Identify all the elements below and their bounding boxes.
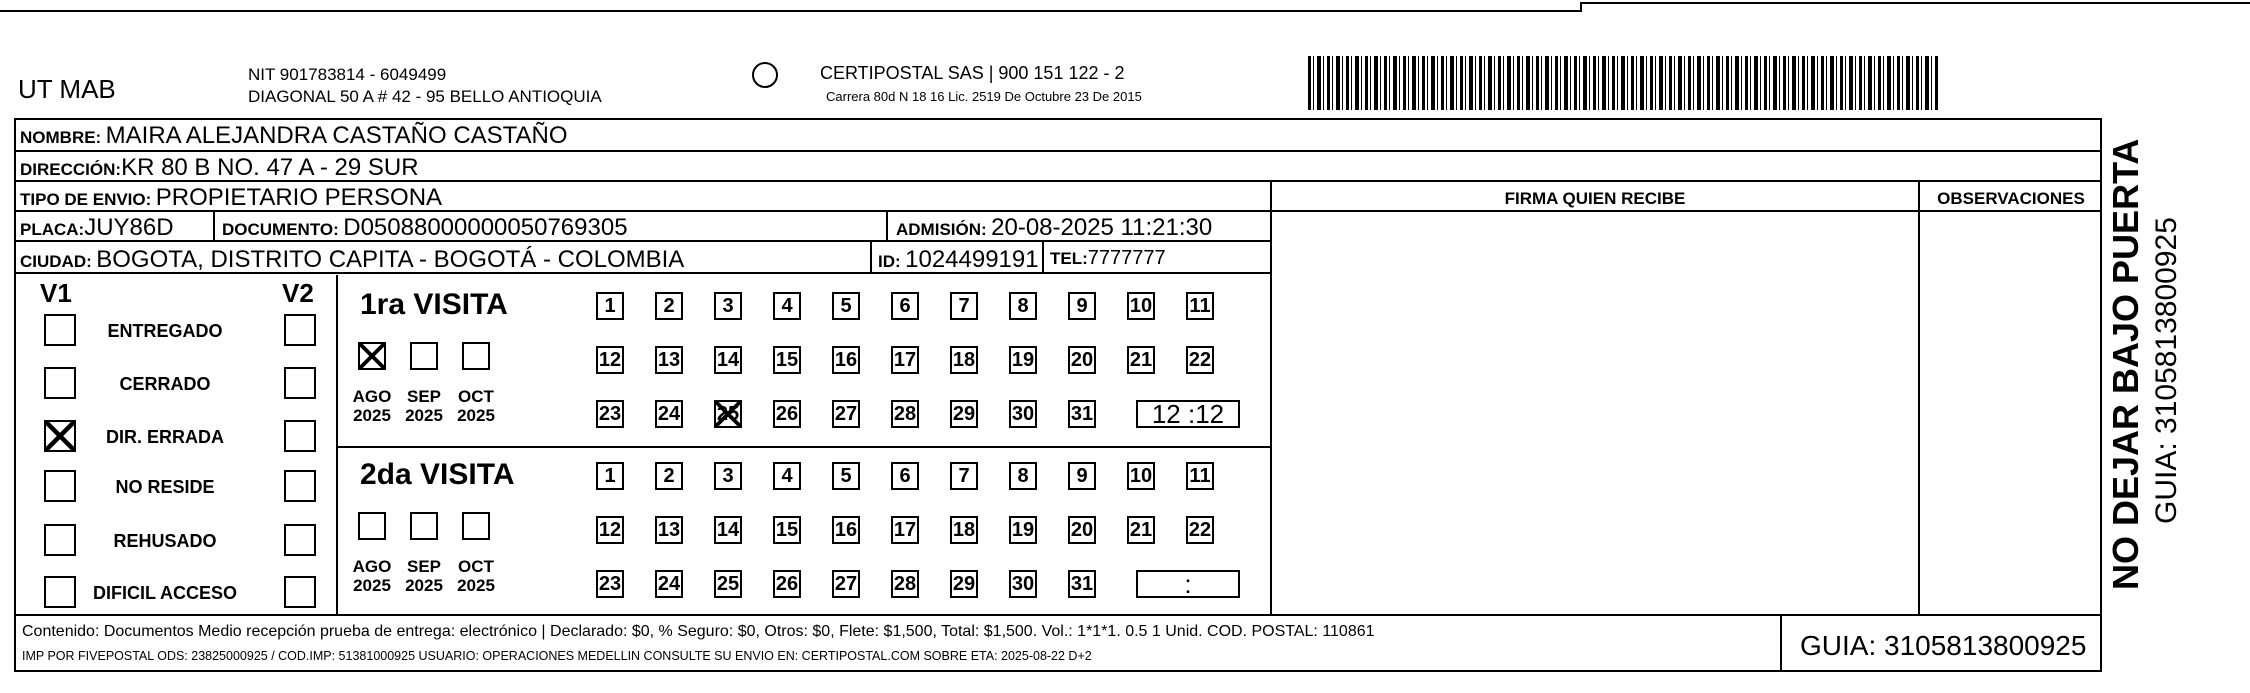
month-label: AGO 2025 xyxy=(352,387,392,425)
day-box[interactable]: 17 xyxy=(891,516,919,544)
imp-line: IMP POR FIVEPOSTAL ODS: 23825000925 / COD.IMP: 51381000925 USUARIO: OPERACIONES MEDELLIN CONSULTE SU ENVIO EN: CERTIPOSTAL.COM SOBRE ETA: 2025-08-22 D+2 xyxy=(22,649,1092,663)
day-box[interactable]: 5 xyxy=(832,292,860,320)
tel-value: 7777777 xyxy=(1087,247,1166,269)
month-label: SEP 2025 xyxy=(405,557,443,595)
day-box[interactable]: 3 xyxy=(714,462,742,490)
day-box[interactable]: 2 xyxy=(655,292,683,320)
day-box[interactable]: 18 xyxy=(950,516,978,544)
day-box[interactable]: 2 xyxy=(655,462,683,490)
day-box[interactable]: 31 xyxy=(1068,570,1096,598)
day-box[interactable]: 25 xyxy=(714,570,742,598)
firma-header: FIRMA QUIEN RECIBE xyxy=(1504,189,1686,208)
nombre-value: MAIRA ALEJANDRA CASTAÑO CASTAÑO xyxy=(105,122,568,149)
day-box[interactable]: 26 xyxy=(773,400,801,428)
day-box[interactable]: 27 xyxy=(832,400,860,428)
status-label: CERRADO xyxy=(119,374,211,394)
day-box[interactable]: 31 xyxy=(1068,400,1096,428)
month-label: OCT 2025 xyxy=(457,557,495,595)
month-checkbox[interactable] xyxy=(410,342,438,370)
day-box[interactable]: 11 xyxy=(1186,292,1214,320)
day-box[interactable]: 12 xyxy=(596,516,624,544)
day-box[interactable]: 1 xyxy=(596,462,624,490)
id-value: 1024499191 xyxy=(905,246,1039,273)
status-label: ENTREGADO xyxy=(107,321,223,341)
certipostal-address: Carrera 80d N 18 16 Lic. 2519 De Octubre 23 De 2015 xyxy=(826,89,1142,104)
day-box[interactable]: 6 xyxy=(891,462,919,490)
placa-field: PLACA:JUY86D xyxy=(20,214,174,241)
day-box[interactable]: 13 xyxy=(655,516,683,544)
admision-field: ADMISIÓN: 20-08-2025 11:21:30 xyxy=(896,214,1213,241)
certipostal-logo-icon xyxy=(752,62,778,88)
v2-checkbox[interactable] xyxy=(284,470,316,502)
day-box[interactable]: 3 xyxy=(714,292,742,320)
month-label: SEP 2025 xyxy=(405,387,443,425)
contenido: Contenido: Documentos Medio recepción prueba de entrega: electrónico | Declarado: $0, % Seguro: $0, Otros: $0, Flete: $1,500, Total: $1,500. Vol.: 1*1*1. 0.5 1 Unid. COD. POSTAL: 110861 xyxy=(22,623,1375,640)
day-box[interactable]: 15 xyxy=(773,346,801,374)
day-box[interactable]: 23 xyxy=(596,570,624,598)
day-box[interactable]: 19 xyxy=(1009,516,1037,544)
day-box[interactable]: 12 xyxy=(596,346,624,374)
day-box[interactable]: 23 xyxy=(596,400,624,428)
day-box[interactable]: 29 xyxy=(950,570,978,598)
nit: NIT 901783814 - 6049499 xyxy=(248,65,447,84)
ciudad-value: BOGOTA, DISTRITO CAPITA - BOGOTÁ - COLOMBIA xyxy=(96,246,685,273)
day-box[interactable]: 30 xyxy=(1009,400,1037,428)
status-label: REHUSADO xyxy=(113,531,217,551)
company-name: UT MAB xyxy=(18,74,116,104)
day-box[interactable]: 10 xyxy=(1127,292,1155,320)
day-box[interactable]: 9 xyxy=(1068,292,1096,320)
day-box[interactable]: 7 xyxy=(950,462,978,490)
day-box[interactable]: 22 xyxy=(1186,516,1214,544)
time-box[interactable]: 12 :12 xyxy=(1136,400,1240,428)
v2-checkbox[interactable] xyxy=(284,367,316,399)
day-box[interactable]: 24 xyxy=(655,570,683,598)
day-box[interactable]: 21 xyxy=(1127,516,1155,544)
day-box[interactable]: 1 xyxy=(596,292,624,320)
day-box[interactable]: 8 xyxy=(1009,462,1037,490)
day-box[interactable]: 16 xyxy=(832,516,860,544)
day-box[interactable]: 30 xyxy=(1009,570,1037,598)
day-box[interactable]: 13 xyxy=(655,346,683,374)
month-checkbox[interactable] xyxy=(462,512,490,540)
status-label: NO RESIDE xyxy=(115,477,215,497)
v2-checkbox[interactable] xyxy=(284,420,316,452)
v2-checkbox[interactable] xyxy=(284,576,316,608)
ciudad-field: CIUDAD: BOGOTA, DISTRITO CAPITA - BOGOTÁ - COLOMBIA xyxy=(20,246,685,273)
day-box[interactable]: 4 xyxy=(773,292,801,320)
v2-checkbox[interactable] xyxy=(284,314,316,346)
documento-field: DOCUMENTO: D05088000000050769305 xyxy=(222,214,628,241)
day-box[interactable]: 14 xyxy=(714,516,742,544)
month-label: OCT 2025 xyxy=(457,387,495,425)
visit-title: 1ra VISITA xyxy=(360,288,508,321)
day-box[interactable]: 19 xyxy=(1009,346,1037,374)
month-checkbox[interactable] xyxy=(410,512,438,540)
month-label: AGO 2025 xyxy=(352,557,392,595)
day-box[interactable]: 22 xyxy=(1186,346,1214,374)
day-box[interactable]: 20 xyxy=(1068,516,1096,544)
status-label: DIFICIL ACCESO xyxy=(92,583,237,603)
status-label: DIR. ERRADA xyxy=(105,427,224,447)
day-box[interactable]: 5 xyxy=(832,462,860,490)
tipo-envio-field: TIPO DE ENVIO: PROPIETARIO PERSONA xyxy=(20,184,443,211)
day-box[interactable]: 25 xyxy=(714,400,742,428)
placa-value: JUY86D xyxy=(84,214,174,241)
day-box[interactable]: 9 xyxy=(1068,462,1096,490)
day-box[interactable]: 8 xyxy=(1009,292,1037,320)
sender-address: DIAGONAL 50 A # 42 - 95 BELLO ANTIOQUIA xyxy=(248,87,602,106)
day-box[interactable]: 10 xyxy=(1127,462,1155,490)
v1-label: V1 xyxy=(40,278,72,308)
side-guia: GUIA: 3105813800925 xyxy=(2150,217,2183,524)
footer-guia: GUIA: 3105813800925 xyxy=(1800,630,2087,661)
day-box[interactable]: 4 xyxy=(773,462,801,490)
day-box[interactable]: 11 xyxy=(1186,462,1214,490)
admision-value: 20-08-2025 11:21:30 xyxy=(991,214,1213,241)
observaciones-header: OBSERVACIONES xyxy=(1937,189,2085,208)
tipo-value: PROPIETARIO PERSONA xyxy=(155,184,443,211)
day-box[interactable]: 6 xyxy=(891,292,919,320)
v2-label: V2 xyxy=(282,278,314,308)
day-box[interactable]: 29 xyxy=(950,400,978,428)
day-box[interactable]: 28 xyxy=(891,400,919,428)
day-box[interactable]: 7 xyxy=(950,292,978,320)
day-box[interactable]: 24 xyxy=(655,400,683,428)
month-checkbox[interactable] xyxy=(358,512,386,540)
day-box[interactable]: 21 xyxy=(1127,346,1155,374)
id-field: ID: 1024499191 xyxy=(878,246,1039,273)
day-box[interactable]: 18 xyxy=(950,346,978,374)
time-box[interactable]: : xyxy=(1136,570,1240,598)
day-box[interactable]: 20 xyxy=(1068,346,1096,374)
certipostal: CERTIPOSTAL SAS | 900 151 122 - 2 xyxy=(820,63,1125,83)
day-box[interactable]: 15 xyxy=(773,516,801,544)
day-box[interactable]: 28 xyxy=(891,570,919,598)
visit-title: 2da VISITA xyxy=(360,458,515,491)
direccion-value: KR 80 B NO. 47 A - 29 SUR xyxy=(121,154,419,181)
tel-field: TEL:7777777 xyxy=(1050,247,1166,269)
documento-value: D05088000000050769305 xyxy=(343,214,628,241)
month-checkbox[interactable] xyxy=(462,342,490,370)
nombre-field: NOMBRE: MAIRA ALEJANDRA CASTAÑO CASTAÑO xyxy=(20,122,568,149)
day-box[interactable]: 26 xyxy=(773,570,801,598)
day-box[interactable]: 27 xyxy=(832,570,860,598)
day-box[interactable]: 17 xyxy=(891,346,919,374)
barcode xyxy=(1308,56,1940,110)
month-checkbox[interactable] xyxy=(358,342,386,370)
day-box[interactable]: 14 xyxy=(714,346,742,374)
direccion-field: DIRECCIÓN:KR 80 B NO. 47 A - 29 SUR xyxy=(20,154,419,181)
v2-checkbox[interactable] xyxy=(284,524,316,556)
day-box[interactable]: 16 xyxy=(832,346,860,374)
side-warning: NO DEJAR BAJO PUERTA xyxy=(2105,138,2146,590)
